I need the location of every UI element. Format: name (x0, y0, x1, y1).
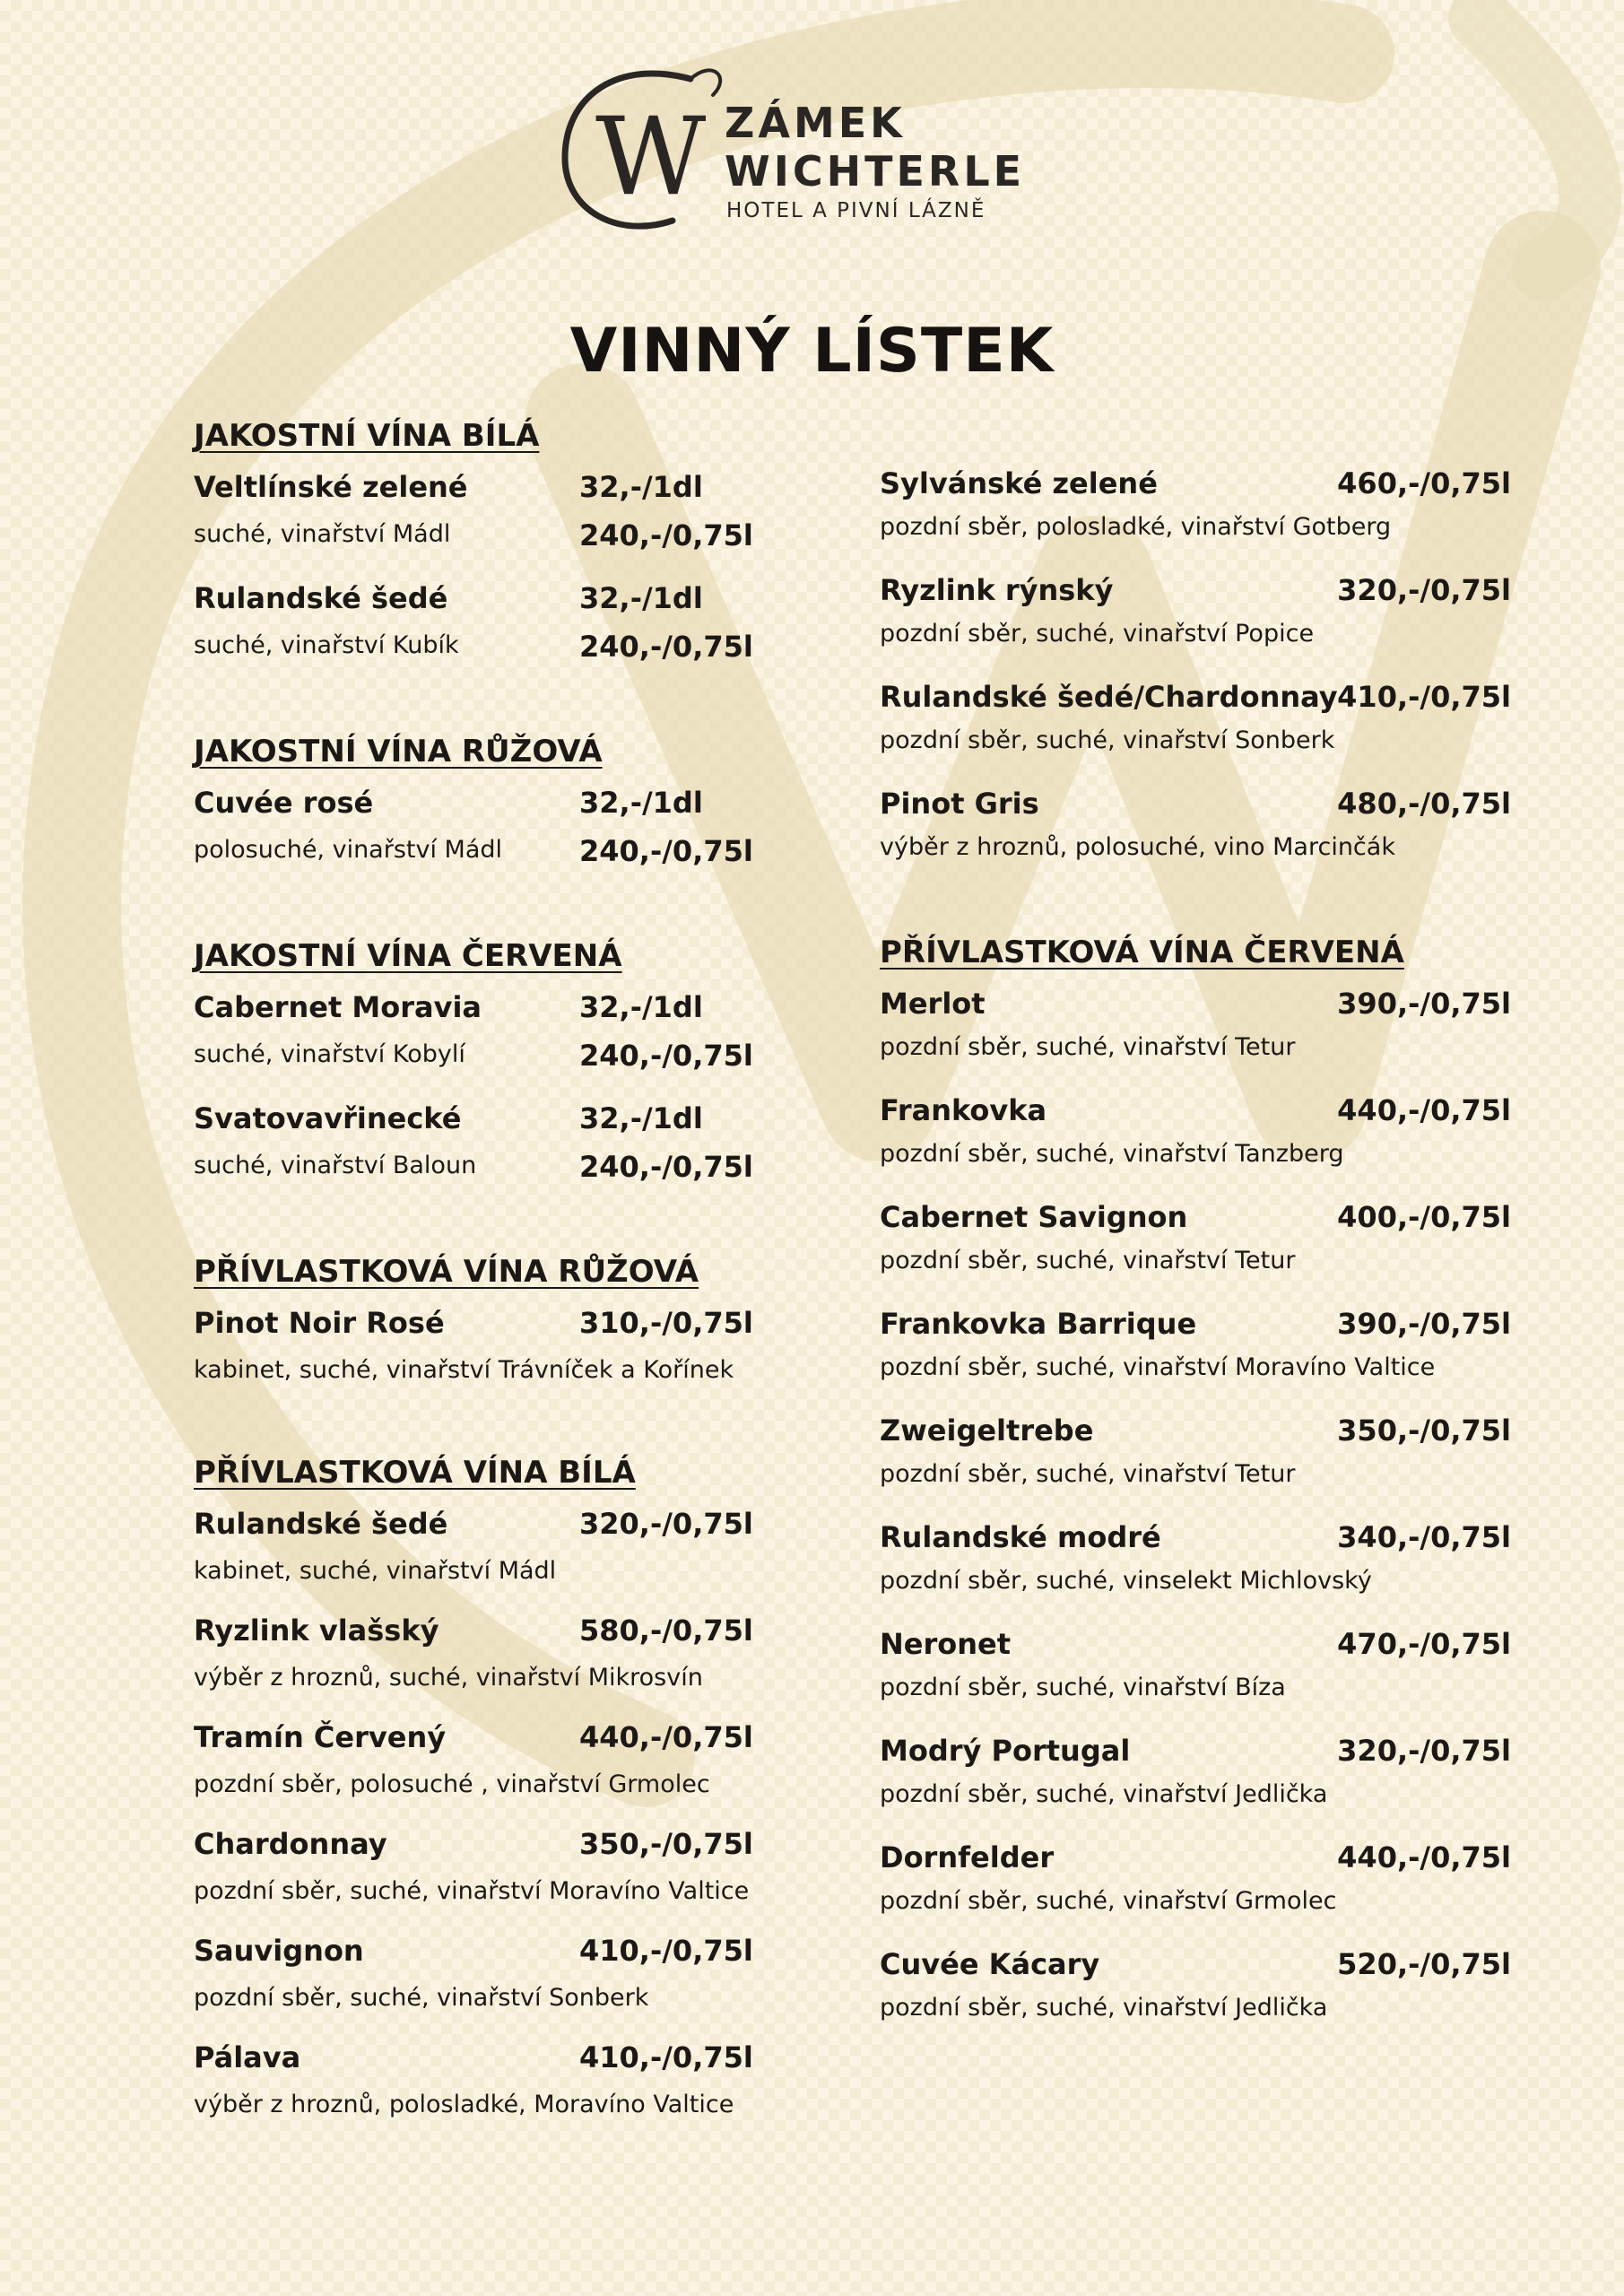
wine-description: pozdní sběr, suché, vinařství Popice (880, 620, 1315, 648)
wine-description: pozdní sběr, suché, vinařství Tetur (880, 1033, 1296, 1061)
wine-name: Frankovka (880, 1093, 1047, 1127)
wine-name: Cuvée Kácary (880, 1947, 1100, 1981)
section-title: PŘÍVLASTKOVÁ VÍNA BÍLÁ (194, 1455, 636, 1491)
wine-description: pozdní sběr, suché, vinařství Tetur (880, 1247, 1296, 1274)
wine-price: 410,-/0,75l (1337, 680, 1511, 714)
wine-description: pozdní sběr, suché, vinařství Moravíno Valtice (194, 1877, 750, 1905)
wine-item (194, 990, 821, 1089)
wine-item (880, 1413, 1525, 1512)
logo-brand-line1: ZÁMEK (725, 99, 906, 147)
wine-name: Pinot Noir Rosé (194, 1306, 445, 1340)
wine-price: 410,-/0,75l (579, 1934, 753, 1968)
wine-item (880, 573, 1525, 672)
wine-price: 320,-/0,75l (1337, 1734, 1511, 1768)
section-title: JAKOSTNÍ VÍNA RŮŽOVÁ (194, 734, 603, 770)
wine-description: pozdní sběr, suché, vinařství Tetur (880, 1460, 1296, 1488)
wine-description: výběr z hroznů, polosuché, vino Marcinčák (880, 833, 1395, 861)
logo-subtitle: HOTEL A PIVNÍ LÁZNĚ (726, 199, 986, 222)
wine-price-glass: 32,-/1dl (579, 581, 703, 615)
wine-name: Cuvée rosé (194, 786, 374, 820)
logo (556, 59, 1058, 239)
wine-name: Cabernet Savignon (880, 1200, 1188, 1234)
wine-price: 320,-/0,75l (579, 1507, 753, 1541)
page-title: VINNÝ LÍSTEK (569, 316, 1055, 387)
wine-description: výběr z hroznů, suché, vinařství Mikrosvín (194, 1664, 703, 1692)
wine-price: 390,-/0,75l (1337, 987, 1511, 1021)
wine-name: Rulandské modré (880, 1520, 1161, 1554)
wine-item (880, 1734, 1525, 1832)
wine-name: Merlot (880, 987, 986, 1021)
wine-name: Svatovavřinecké (194, 1101, 462, 1135)
wine-price-glass: 32,-/1dl (579, 470, 703, 504)
wine-description: pozdní sběr, polosladké, vinařství Gotberg (880, 513, 1392, 541)
wine-price: 390,-/0,75l (1337, 1307, 1511, 1341)
wine-price: 400,-/0,75l (1337, 1200, 1511, 1234)
section-title: PŘÍVLASTKOVÁ VÍNA RŮŽOVÁ (194, 1254, 699, 1290)
wine-description: pozdní sběr, suché, vinařství Jedlička (880, 1994, 1328, 2022)
wine-price: 440,-/0,75l (1337, 1093, 1511, 1127)
wine-name: Rulandské šedé (194, 1507, 448, 1541)
wine-description: suché, vinařství Baloun (194, 1152, 477, 1179)
wine-description: pozdní sběr, suché, vinařství Sonberk (880, 726, 1335, 754)
wine-description: pozdní sběr, suché, vinařství Grmolec (880, 1887, 1337, 1915)
wine-price: 340,-/0,75l (1337, 1520, 1511, 1554)
wine-price: 410,-/0,75l (579, 2040, 753, 2074)
wine-description: pozdní sběr, suché, vinařství Bíza (880, 1674, 1286, 1701)
wine-price: 460,-/0,75l (1337, 466, 1511, 500)
wine-description: suché, vinařství Mádl (194, 520, 451, 548)
wine-name: Modrý Portugal (880, 1734, 1131, 1768)
wine-item (880, 1307, 1525, 1405)
wine-name: Rulandské šedé (194, 581, 448, 615)
wine-item (194, 470, 821, 569)
wine-price-glass: 32,-/1dl (579, 990, 703, 1024)
section-title: JAKOSTNÍ VÍNA BÍLÁ (194, 418, 540, 454)
wine-description: kabinet, suché, vinařství Mádl (194, 1557, 557, 1585)
wine-item (194, 1934, 821, 2032)
wine-price: 440,-/0,75l (1337, 1840, 1511, 1874)
wine-price: 310,-/0,75l (579, 1306, 753, 1340)
wine-description: pozdní sběr, suché, vinařství Moravíno Valtice (880, 1353, 1436, 1381)
wine-item (194, 1101, 821, 1200)
wine-name: Ryzlink rýnský (880, 573, 1114, 607)
logo-brand-line2: WICHTERLE (725, 147, 1026, 196)
wine-item (194, 2040, 821, 2139)
wine-item (880, 1840, 1525, 1939)
wine-price: 320,-/0,75l (1337, 573, 1511, 607)
wine-name: Chardonnay (194, 1827, 387, 1861)
wine-item (880, 987, 1525, 1085)
wine-name: Neronet (880, 1627, 1012, 1661)
wine-price: 350,-/0,75l (1337, 1413, 1511, 1448)
section-title: JAKOSTNÍ VÍNA ČERVENÁ (194, 938, 622, 974)
wine-name: Pinot Gris (880, 787, 1039, 821)
wine-price-bottle: 240,-/0,75l (579, 1039, 753, 1073)
logo-monogram-letter: W (595, 95, 707, 220)
wine-name: Veltlínské zelené (194, 470, 468, 504)
wine-price-bottle: 240,-/0,75l (579, 834, 753, 868)
wine-item (194, 1720, 821, 1819)
wine-description: pozdní sběr, polosuché , vinařství Grmolec (194, 1770, 710, 1798)
wine-name: Dornfelder (880, 1840, 1055, 1874)
wine-description: pozdní sběr, suché, vinařství Sonberk (194, 1984, 649, 2012)
wine-item (880, 680, 1525, 778)
wine-price: 440,-/0,75l (579, 1720, 753, 1754)
logo-monogram-icon (556, 59, 726, 239)
wine-name: Cabernet Moravia (194, 990, 482, 1024)
wine-price: 580,-/0,75l (579, 1613, 753, 1648)
wine-item (880, 1520, 1525, 1619)
wine-item (194, 786, 821, 884)
wine-price-bottle: 240,-/0,75l (579, 1150, 753, 1184)
wine-item (194, 1613, 821, 1712)
wine-price-glass: 32,-/1dl (579, 1101, 703, 1135)
wine-description: polosuché, vinařství Mádl (194, 836, 503, 864)
wine-description: kabinet, suché, vinařství Trávníček a Kořínek (194, 1356, 734, 1384)
wine-item (880, 1200, 1525, 1299)
wine-price-bottle: 240,-/0,75l (579, 518, 753, 552)
wine-price: 350,-/0,75l (579, 1827, 753, 1861)
wine-name: Tramín Červený (194, 1720, 447, 1754)
wine-item (880, 1627, 1525, 1726)
wine-description: pozdní sběr, suché, vinařství Jedlička (880, 1780, 1328, 1808)
section-title: PŘÍVLASTKOVÁ VÍNA ČERVENÁ (880, 935, 1404, 970)
wine-price-glass: 32,-/1dl (579, 786, 703, 820)
wine-name: Sauvignon (194, 1934, 364, 1968)
wine-item (194, 1306, 821, 1405)
wine-name: Rulandské šedé/Chardonnay (880, 680, 1338, 714)
wine-description: pozdní sběr, suché, vinselekt Michlovský (880, 1567, 1372, 1595)
wine-item (194, 1507, 821, 1605)
wine-name: Ryzlink vlašský (194, 1613, 439, 1648)
wine-name: Zweigeltrebe (880, 1413, 1094, 1448)
wine-item (194, 581, 821, 680)
wine-item (880, 1947, 1525, 2046)
wine-price: 520,-/0,75l (1337, 1947, 1511, 1981)
wine-price-bottle: 240,-/0,75l (579, 630, 753, 664)
wine-description: pozdní sběr, suché, vinařství Tanzberg (880, 1140, 1344, 1168)
wine-description: suché, vinařství Kobylí (194, 1040, 465, 1068)
wine-name: Sylvánské zelené (880, 466, 1158, 500)
wine-price: 470,-/0,75l (1337, 1627, 1511, 1661)
wine-description: výběr z hroznů, polosladké, Moravíno Valtice (194, 2091, 734, 2118)
wine-price: 480,-/0,75l (1337, 787, 1511, 821)
wine-item (880, 1093, 1525, 1192)
wine-name: Frankovka Barrique (880, 1307, 1197, 1341)
wine-name: Pálava (194, 2040, 301, 2074)
wine-description: suché, vinařství Kubík (194, 631, 459, 659)
wine-item (880, 466, 1525, 565)
wine-item (194, 1827, 821, 1926)
wine-item (880, 787, 1525, 885)
